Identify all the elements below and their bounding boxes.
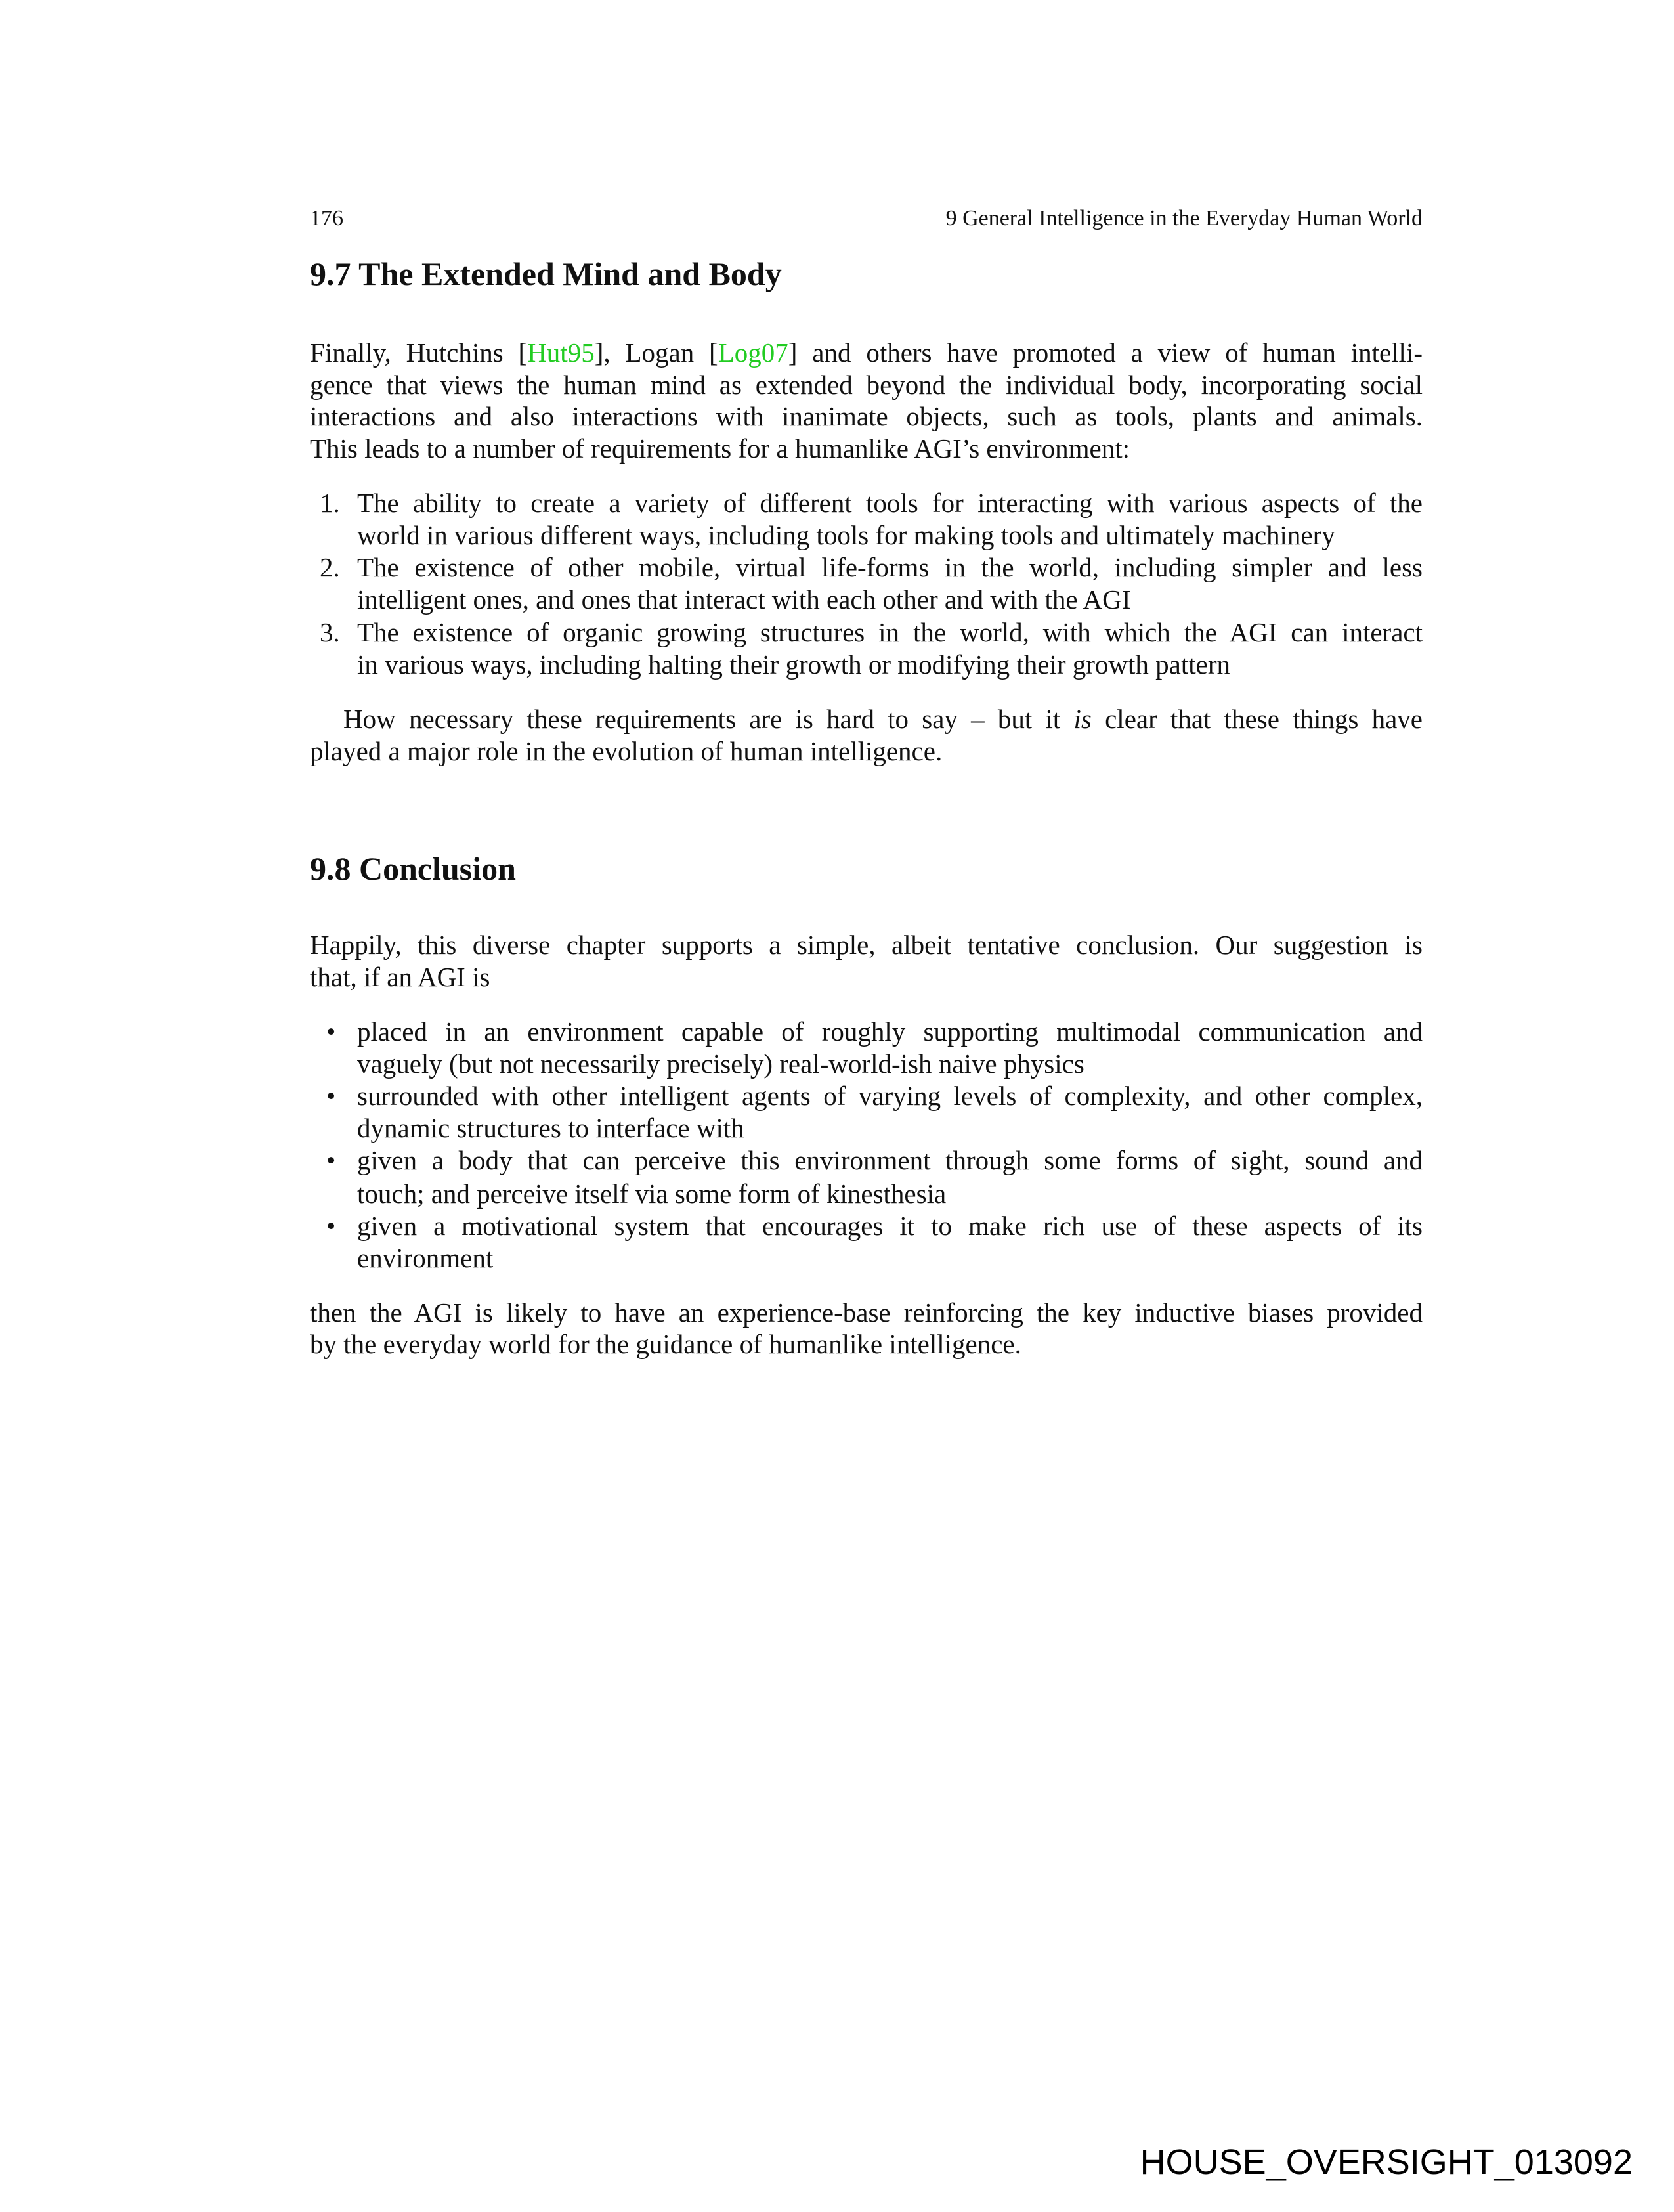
text-span: How necessary these requirements are is hard to say – but it — [343, 704, 1074, 734]
citation-link[interactable]: Log07 — [718, 337, 788, 368]
bullet-item-marker: • — [326, 1016, 336, 1047]
bullet-item-line: dynamic structures to interface with — [357, 1113, 744, 1143]
paragraph-line: played a major role in the evolution of human intelligence. — [310, 736, 943, 766]
paragraph-line: that, if an AGI is — [310, 962, 490, 992]
text-span: Finally, Hutchins [ — [310, 337, 528, 368]
bullet-item-marker: • — [326, 1145, 336, 1175]
paragraph-line: gence that views the human mind as extended beyond the individual body, incorporating social — [310, 370, 1423, 400]
text-span: is — [1073, 704, 1092, 734]
section-heading-9-7: 9.7 The Extended Mind and Body — [310, 255, 782, 292]
numbered-item-line: The ability to create a variety of different tools for interacting with various aspects of the — [357, 488, 1423, 518]
bullet-item-line: placed in an environment capable of roughly supporting multimodal communication and — [357, 1016, 1423, 1047]
numbered-item-line: world in various different ways, including tools for making tools and ultimately machinery — [357, 520, 1335, 550]
bullet-item-line: surrounded with other intelligent agents of varying levels of complexity, and other complex, — [357, 1081, 1423, 1111]
numbered-item-line: The existence of organic growing structures in the world, with which the AGI can interact — [357, 617, 1423, 647]
bullet-item-marker: • — [326, 1211, 336, 1241]
paragraph-line — [310, 337, 1423, 369]
paragraph-line — [343, 703, 1423, 735]
paragraph-line: Happily, this diverse chapter supports a simple, albeit tentative conclusion. Our suggestion is — [310, 930, 1423, 960]
bullet-item-line: vaguely (but not necessarily precisely) real-world-ish naive physics — [357, 1049, 1084, 1079]
paragraph-line: by the everyday world for the guidance of humanlike intelligence. — [310, 1329, 1021, 1359]
running-title: 9 General Intelligence in the Everyday Human World — [945, 206, 1423, 230]
bullet-item-line: given a body that can perceive this environment through some forms of sight, sound and — [357, 1145, 1423, 1175]
paragraph-line: then the AGI is likely to have an experience-base reinforcing the key inductive biases provided — [310, 1297, 1423, 1328]
text-span: ] and others have promoted a view of human intelli- — [788, 337, 1423, 368]
numbered-item-marker: 1. — [320, 488, 340, 518]
page-number: 176 — [310, 206, 343, 230]
bullet-item-marker: • — [326, 1081, 336, 1111]
numbered-item-line: in various ways, including halting their growth or modifying their growth pattern — [357, 649, 1230, 680]
bullet-item-line: touch; and perceive itself via some form of kinesthesia — [357, 1179, 947, 1209]
bates-stamp: HOUSE_OVERSIGHT_013092 — [1140, 2142, 1633, 2182]
paragraph-line: This leads to a number of requirements for a humanlike AGI’s environment: — [310, 433, 1130, 464]
bullet-item-line: environment — [357, 1243, 494, 1273]
numbered-item-marker: 2. — [320, 552, 340, 582]
citation-link[interactable]: Hut95 — [527, 337, 595, 368]
section-heading-9-8: 9.8 Conclusion — [310, 850, 516, 887]
text-span: ], Logan [ — [594, 337, 718, 368]
numbered-item-line: The existence of other mobile, virtual life-forms in the world, including simpler and less — [357, 552, 1423, 582]
numbered-item-marker: 3. — [320, 617, 340, 647]
numbered-item-line: intelligent ones, and ones that interact with each other and with the AGI — [357, 584, 1131, 615]
text-span: clear that these things have — [1091, 704, 1423, 734]
bullet-item-line: given a motivational system that encourages it to make rich use of these aspects of its — [357, 1211, 1423, 1241]
paragraph-line: interactions and also interactions with inanimate objects, such as tools, plants and animals. — [310, 401, 1423, 431]
